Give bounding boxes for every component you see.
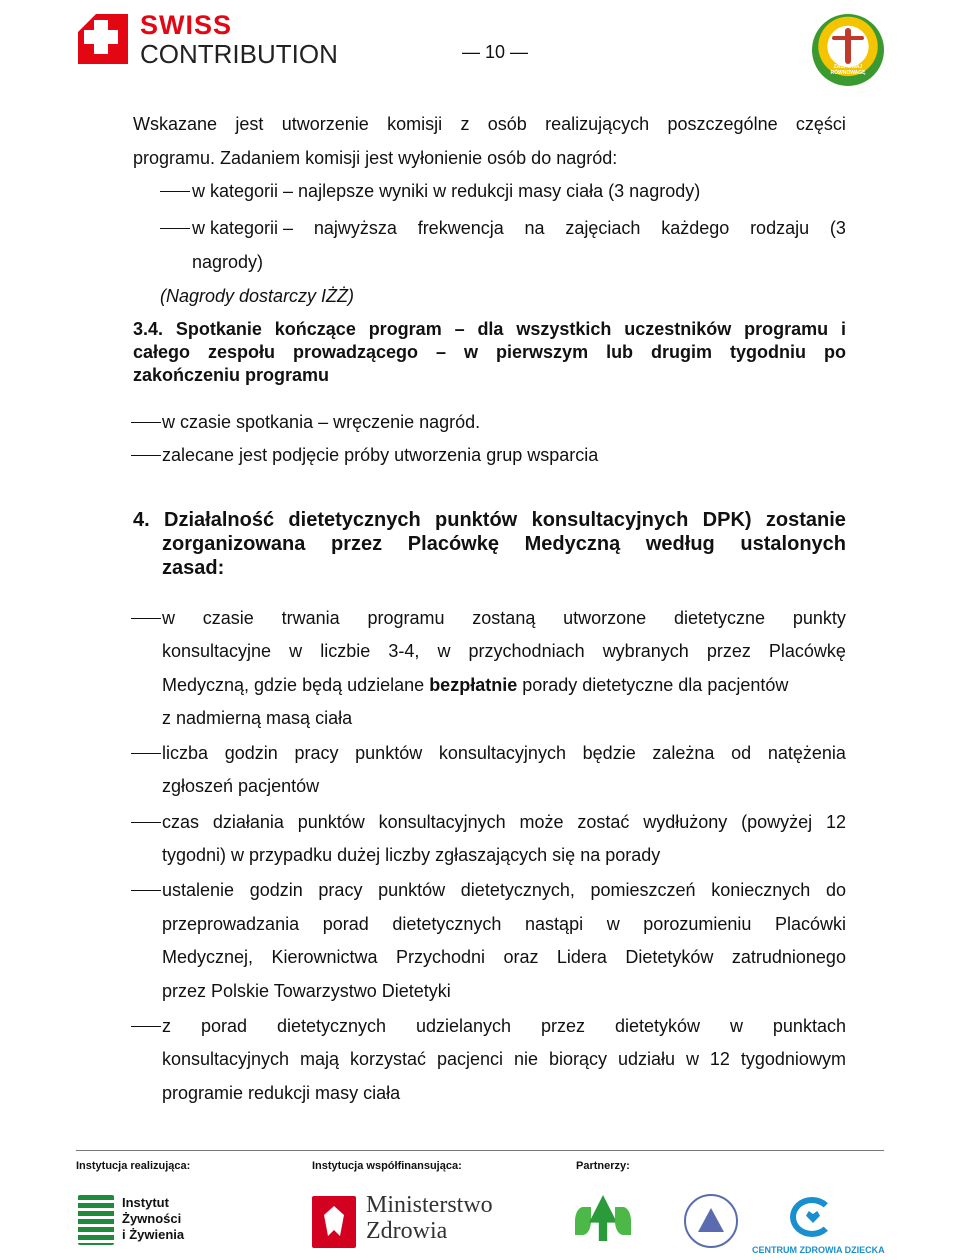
word: działania	[212, 812, 284, 832]
section-4-heading-line-2	[162, 532, 846, 557]
section-4-bullet-4-line-3	[162, 945, 846, 969]
page-header	[0, 0, 960, 95]
word: drugim	[651, 342, 713, 362]
word: biorący	[548, 1049, 607, 1069]
word: ustalonych	[740, 533, 846, 555]
word: utworzenie	[281, 114, 369, 134]
word: ustalenie	[162, 880, 235, 900]
word: (powyżej	[741, 812, 813, 832]
word: korzystać	[350, 1049, 427, 1069]
word: zostanie	[765, 509, 846, 531]
intro-bullet-2	[192, 216, 846, 240]
word: wybranych	[602, 641, 689, 661]
word: kończące	[274, 319, 356, 339]
word: pierwszym	[496, 342, 589, 362]
text-span: Medyczną, gdzie będą udzielane	[162, 675, 430, 695]
word: program	[368, 319, 442, 339]
word: każdego	[661, 218, 730, 238]
partner-tree-logo-icon	[575, 1195, 631, 1249]
section-4-bullet-1-line-4: z nadmierną masą ciała	[162, 708, 353, 728]
footer-divider	[76, 1150, 884, 1151]
word: –	[454, 319, 465, 339]
bullet-dash-icon	[160, 228, 190, 229]
section-4-bullet-4-line-1	[162, 878, 846, 902]
word: wszystkich	[516, 319, 612, 339]
word: punktów	[378, 880, 446, 900]
word: 3-4,	[388, 641, 420, 661]
word: po	[824, 342, 846, 362]
word: Placówkę	[407, 533, 499, 555]
bullet-dash-icon	[131, 753, 161, 754]
word: udzielanych	[415, 1016, 512, 1036]
word: 4.	[133, 509, 150, 531]
word: oraz	[503, 947, 539, 967]
section-4-heading-line-1	[133, 508, 846, 533]
word: Placówkę	[768, 641, 846, 661]
word: przez	[331, 533, 383, 555]
word: czasie	[202, 608, 254, 628]
word: konsultacyjnych	[531, 509, 689, 531]
word: nastąpi	[525, 914, 584, 934]
word: lub	[606, 342, 634, 362]
intro-line-2: programu. Zadaniem komisji jest wyłonienie osób do nagród:	[133, 148, 618, 168]
footer-label-cofinancing: Instytucja współfinansująca:	[312, 1160, 462, 1172]
word: w	[464, 342, 479, 362]
word: natężenia	[767, 743, 846, 763]
word: według	[645, 533, 715, 555]
section-4-bullet-3-line-2: tygodni) w przypadku dużej liczby zgłaszających się na porady	[162, 845, 661, 865]
word: 12	[709, 1049, 730, 1069]
word: będzie	[582, 743, 636, 763]
word: dietetycznych,	[460, 880, 575, 900]
word: osób	[487, 114, 527, 134]
awards-note-text: (Nagrody dostarczy IŻŻ)	[160, 286, 355, 306]
section-4-bullet-5-line-1	[162, 1014, 846, 1038]
izz-logo-text	[122, 1195, 184, 1243]
word: w	[685, 1049, 699, 1069]
word: –	[436, 342, 447, 362]
section-4-bullet-3-line-1	[162, 810, 846, 834]
swiss-cross-icon	[78, 14, 128, 64]
word: pomieszczeń	[590, 880, 696, 900]
word: (3	[829, 218, 846, 238]
bullet-dash-icon	[131, 822, 161, 823]
word: punktów	[297, 812, 365, 832]
word: przychodniach	[468, 641, 585, 661]
word: pacjenci	[436, 1049, 504, 1069]
word: godzin	[249, 880, 303, 900]
word: trwania	[281, 608, 340, 628]
word: z	[162, 1016, 171, 1036]
word: nie	[513, 1049, 539, 1069]
word: konsultacyjnych	[378, 812, 506, 832]
word: na	[524, 218, 545, 238]
section-3-4-heading-line-3: zakończeniu programu	[133, 365, 330, 385]
word: liczba	[162, 743, 209, 763]
section-4-bullet-2-line-2: zgłoszeń pacjentów	[162, 776, 320, 796]
word: punktów	[355, 743, 423, 763]
ptd-logo-icon	[684, 1194, 738, 1248]
word: dla	[477, 319, 504, 339]
word: w	[289, 641, 303, 661]
word: porozumieniu	[643, 914, 752, 934]
word: zostaną	[472, 608, 536, 628]
section-3-4-heading-line-2	[133, 341, 846, 363]
word: uczestników	[624, 319, 732, 339]
word: części	[795, 114, 846, 134]
polish-eagle-icon	[312, 1196, 356, 1248]
word: konsultacyjne	[162, 641, 272, 661]
word: jest	[235, 114, 264, 134]
intro-bullet-2-cont: nagrody)	[192, 252, 264, 272]
bullet-dash-icon	[131, 422, 161, 423]
word: w	[437, 641, 451, 661]
word: Przychodni	[395, 947, 486, 967]
word: od	[731, 743, 752, 763]
word: prowadzącego	[293, 342, 419, 362]
section-4-bullet-1-line-1	[162, 606, 846, 630]
izz-line-3: i Żywienia	[122, 1227, 185, 1242]
word: pracy	[294, 743, 339, 763]
word: konsultacyjnych	[162, 1049, 290, 1069]
footer-label-realizing: Instytucja realizująca:	[76, 1160, 191, 1172]
word: z	[460, 114, 470, 134]
word: komisji	[387, 114, 443, 134]
word: realizujących	[545, 114, 650, 134]
word: Lidera	[556, 947, 607, 967]
word: Medyczną	[524, 533, 621, 555]
word: 12	[825, 812, 846, 832]
intro-line-1	[133, 112, 846, 136]
word: poszczególne	[667, 114, 778, 134]
word: w	[162, 608, 175, 628]
mz-line-1: Ministerstwo	[366, 1192, 493, 1218]
word: i	[840, 319, 846, 339]
word: pracy	[318, 880, 363, 900]
word: konsultacyjnych	[438, 743, 566, 763]
word: dietetycznych	[276, 1016, 387, 1036]
word: Placówki	[774, 914, 846, 934]
emphasis-free: bezpłatnie	[429, 675, 518, 695]
word: programu	[367, 608, 445, 628]
word: 3.4.	[133, 319, 164, 339]
intro-bullet-1: w kategorii – najlepsze wyniki w redukcji masy ciała (3 nagrody)	[192, 181, 701, 201]
bullet-dash-icon	[131, 455, 161, 456]
word: wydłużony	[643, 812, 728, 832]
swiss-contribution-logo	[78, 10, 338, 70]
ministry-of-health-logo-text	[366, 1192, 493, 1244]
word: frekwencja	[417, 218, 504, 238]
section-3-4-bullet-1: w czasie spotkania – wręczenie nagród.	[162, 412, 481, 432]
word: w kategorii –	[192, 218, 294, 238]
bullet-dash-icon	[131, 1026, 161, 1027]
section-4-bullet-1-line-3	[162, 673, 788, 697]
word: Spotkanie	[175, 319, 262, 339]
word: tygodniu	[730, 342, 807, 362]
word: czas	[162, 812, 200, 832]
zachowaj-rownowage-logo	[812, 14, 884, 86]
word: Wskazane	[133, 114, 218, 134]
word: liczbie	[320, 641, 371, 661]
izz-line-2: Żywności	[122, 1211, 182, 1226]
bullet-dash-icon	[131, 890, 161, 891]
brand-line-2: CONTRIBUTION	[140, 39, 338, 69]
section-4-heading-line-3: zasad:	[162, 557, 225, 579]
word: Kierownictwa	[271, 947, 378, 967]
word: zorganizowana	[162, 533, 306, 555]
word: DPK)	[702, 509, 752, 531]
logo-label: ZACHOWAJ RÓWNOWAGĘ	[830, 64, 866, 76]
izz-line-1: Instytut	[122, 1195, 169, 1210]
brand-line-1: SWISS	[140, 10, 233, 40]
section-3-4-bullet-2: zalecane jest podjęcie próby utworzenia grup wsparcia	[162, 445, 599, 465]
word: przez	[706, 641, 751, 661]
section-4-bullet-4-line-2	[162, 912, 846, 936]
word: zależna	[652, 743, 715, 763]
word: przeprowadzania	[162, 914, 300, 934]
word: dietetycznych	[288, 509, 421, 531]
word: w	[606, 914, 620, 934]
bullet-dash-icon	[131, 618, 161, 619]
word: porad	[322, 914, 369, 934]
word: zajęciach	[565, 218, 641, 238]
word: koniecznych	[711, 880, 811, 900]
czd-logo-icon	[790, 1197, 834, 1237]
word: dietetyków	[614, 1016, 700, 1036]
word: punktów	[435, 509, 518, 531]
word: przez	[540, 1016, 585, 1036]
word: dietetyczne	[674, 608, 766, 628]
section-4-bullet-5-line-3: programie redukcji masy ciała	[162, 1083, 401, 1103]
word: zostać	[577, 812, 630, 832]
section-4-bullet-4-line-4: przez Polskie Towarzystwo Dietetyki	[162, 981, 451, 1001]
mz-line-2: Zdrowia	[366, 1218, 448, 1244]
word: porad	[200, 1016, 247, 1036]
izz-logo-icon	[78, 1195, 114, 1245]
section-3-4-heading-line-1	[133, 318, 846, 340]
word: Dietetyków	[625, 947, 714, 967]
word: utworzone	[563, 608, 647, 628]
footer-label-partners: Partnerzy:	[576, 1160, 630, 1172]
section-4-bullet-1-line-2	[162, 639, 846, 663]
word: najwyższa	[313, 218, 397, 238]
word: zatrudnionego	[731, 947, 846, 967]
word: Działalność	[164, 509, 275, 531]
word: w	[729, 1016, 743, 1036]
word: tygodniowym	[740, 1049, 846, 1069]
section-4-bullet-5-line-2	[162, 1047, 846, 1071]
word: Medycznej,	[162, 947, 254, 967]
awards-note	[160, 284, 354, 308]
word: udziału	[617, 1049, 675, 1069]
word: punkty	[792, 608, 846, 628]
word: do	[825, 880, 846, 900]
word: punktach	[772, 1016, 846, 1036]
text-span: porady dietetyczne dla pacjentów	[517, 675, 789, 695]
word: dietetycznych	[392, 914, 502, 934]
word: programu	[744, 319, 829, 339]
bullet-dash-icon	[160, 191, 190, 192]
czd-logo-text: CENTRUM ZDROWIA DZIECKA	[752, 1245, 885, 1255]
word: może	[519, 812, 564, 832]
section-4-bullet-2-line-1	[162, 741, 846, 765]
word: mają	[300, 1049, 340, 1069]
word: zespołu	[208, 342, 276, 362]
word: godzin	[224, 743, 278, 763]
word: całego	[133, 342, 191, 362]
word: rodzaju	[750, 218, 810, 238]
page-number: — 10 —	[462, 42, 529, 62]
figure-icon	[845, 28, 851, 64]
